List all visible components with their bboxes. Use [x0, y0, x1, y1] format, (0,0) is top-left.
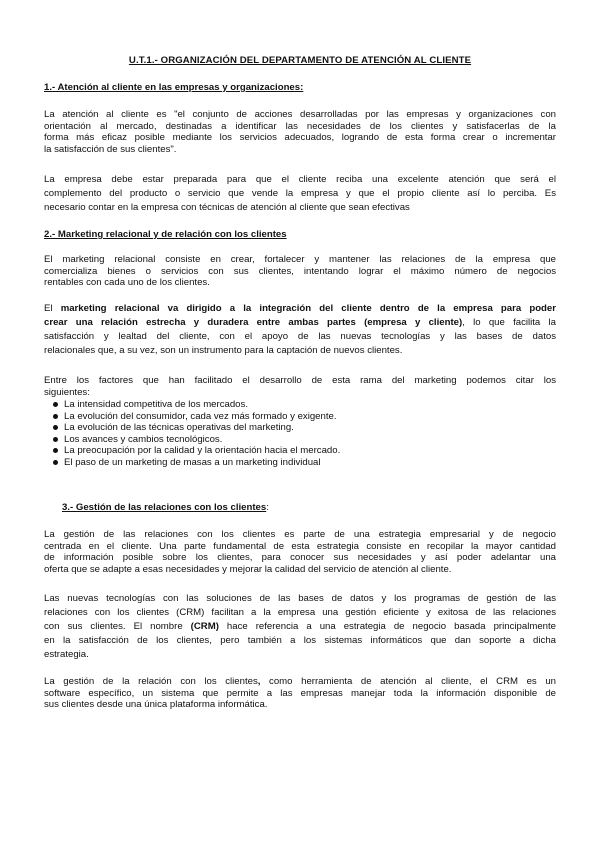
section2-paragraph2 — [44, 302, 556, 358]
text-line: La atención al cliente es "el conjunto de acciones desarrolladas por las empresas y organizaciones con — [44, 109, 556, 120]
list-item: La preocupación por la calidad y la orientación hacia el mercado. — [48, 445, 560, 457]
text-line: forma más eficaz posible mediante los servicios adecuados, logrando de esta forma crear o incrementar — [44, 132, 556, 144]
section2-heading-text: 2.- Marketing relacional y de relación con los clientes — [44, 229, 287, 240]
text-line: sus clientes desde una única plataforma informática. — [44, 699, 268, 711]
text-line — [44, 302, 556, 316]
text-line: la satisfacción de sus clientes". — [44, 143, 177, 155]
section3-heading-text: 3.- Gestión de las relaciones con los clientes — [62, 502, 267, 513]
text-fragment: La gestión de la relación con los clientes — [44, 676, 258, 687]
text-line: de información posible sobre los clientes, para conocer sus necesidades y así poder adelantar una — [44, 552, 556, 564]
text-line: centrada en el cliente. Una parte fundamental de esta estrategia consiste en recopilar la mayor cantidad — [44, 540, 556, 552]
text-fragment: con sus clientes. El nombre — [44, 621, 191, 632]
section3-paragraph2 — [44, 592, 556, 662]
text-line: La gestión de las relaciones con los clientes es parte de una estrategia empresarial y de negocio — [44, 529, 556, 540]
text-line: satisfacción y lealtad del cliente, con el apoyo de las nuevas tecnologías y las bases de datos — [44, 331, 556, 342]
bold-text: (CRM) — [190, 621, 219, 632]
text-fragment: , lo que facilita la — [462, 317, 556, 328]
section2-heading — [44, 229, 556, 241]
section2-paragraph3 — [44, 375, 556, 398]
text-line — [44, 620, 556, 634]
text-line: rentables con cada uno de los clientes. — [44, 277, 210, 289]
section2-paragraph1 — [44, 254, 556, 289]
text-line: La empresa debe estar preparada para que el cliente reciba una excelente atención que será el — [44, 174, 556, 185]
text-line: relaciones con los clientes (CRM) facilitan a la empresa una gestión eficiente y exitosa de las relaciones — [44, 607, 556, 618]
list-item: El paso de un marketing de masas a un marketing individual — [48, 457, 560, 469]
text-line — [44, 316, 556, 330]
text-line: El marketing relacional consiste en crear, fortalecer y mantener las relaciones de la empresa que — [44, 254, 556, 265]
text-line: en la satisfacción de los clientes, pero también a los sistemas informáticos que dan soporte a dicha — [44, 635, 556, 646]
text-fragment: El — [44, 303, 61, 314]
text-line: software específico, un sistema que permite a las empresas manejar toda la información disponible de — [44, 687, 556, 699]
document-title: U.T.1.- ORGANIZACIÓN DEL DEPARTAMENTO DE ATENCIÓN AL CLIENTE — [128, 55, 472, 66]
section3-paragraph1 — [44, 529, 556, 575]
text-line: necesario contar en la empresa con técnicas de atención al cliente que sean efectivas — [44, 202, 410, 213]
section3-heading-suffix: : — [266, 502, 269, 513]
text-line — [44, 676, 556, 688]
list-item: La evolución de las técnicas operativas del marketing. — [48, 422, 560, 434]
text-line: estrategia. — [44, 649, 89, 660]
text-fragment: hace referencia a una estrategia de negocio basada principalmente — [218, 621, 556, 632]
list-item: Los avances y cambios tecnológicos. — [48, 434, 560, 446]
text-line: siguientes: — [44, 386, 90, 398]
factors-list — [48, 399, 560, 469]
text-line: complemento del producto o servicio que vende la empresa y que el propio cliente así lo perciba. Es — [44, 188, 556, 199]
text-line: Las nuevas tecnologías con las soluciones de las bases de datos y los programas de gestión de las — [44, 593, 556, 604]
bold-text: , — [257, 676, 261, 687]
text-line: orientación al mercado, destinadas a identificar las necesidades de los clientes y satisfacerlas de la — [44, 120, 556, 132]
section1-paragraph1 — [44, 109, 556, 155]
list-item: La intensidad competitiva de los mercados. — [48, 399, 560, 411]
section1-paragraph2 — [44, 173, 556, 215]
bold-text: crear una relación estrecha y duradera entre ambas partes (empresa y cliente) — [44, 317, 463, 328]
text-line: relacionales que, a su vez, son un instrumento para la captación de nuevos clientes. — [44, 345, 403, 356]
bold-text: marketing relacional va dirigido a la integración del cliente dentro de la empresa para poder — [60, 303, 556, 314]
text-fragment: como herramienta de atención al cliente, el CRM es un — [260, 676, 556, 687]
section3-heading — [62, 502, 574, 514]
text-line: comercializa bienes o servicios con sus clientes, intentando lograr el máximo número de negocios — [44, 265, 556, 277]
text-line: Entre los factores que han facilitado el desarrollo de esta rama del marketing podemos citar los — [44, 375, 556, 386]
list-item: La evolución del consumidor, cada vez más formado y exigente. — [48, 411, 560, 423]
section1-heading-text: 1.- Atención al cliente en las empresas y organizaciones: — [44, 82, 304, 93]
text-line: oferta que se adapte a esas necesidades y mejorar la calidad del servicio de atención al cliente. — [44, 563, 452, 575]
section1-heading — [44, 82, 556, 94]
section3-paragraph3 — [44, 676, 556, 711]
